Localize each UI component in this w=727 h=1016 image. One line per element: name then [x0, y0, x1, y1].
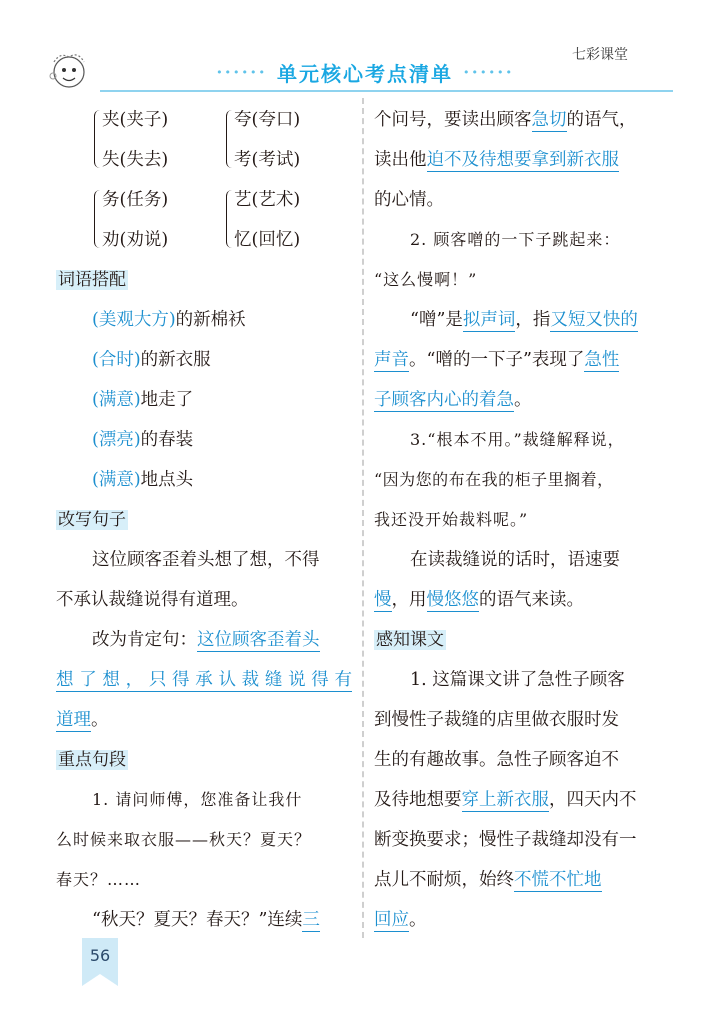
- answer-underline: 拟声词: [462, 310, 516, 330]
- section-heading: [56, 740, 352, 780]
- text-line: 生的有趣故事。急性子顾客迫不: [374, 750, 619, 770]
- column-divider: [362, 98, 364, 938]
- text-span: ，指: [515, 310, 551, 330]
- text-span: 点儿不耐烦，始终: [374, 870, 514, 890]
- text-line: 断变换要求；慢性子裁缝却没有一: [374, 830, 637, 850]
- section-heading-text: 词语搭配: [58, 270, 126, 290]
- text-line: [56, 900, 352, 940]
- title-dots-right: ••••••: [463, 65, 514, 79]
- text-line: [374, 380, 674, 420]
- text-line: [374, 340, 674, 380]
- quote-line: “这么慢啊！”: [374, 270, 478, 289]
- char-item: 夹(夹子): [102, 110, 169, 130]
- text-line: [374, 780, 674, 820]
- char-item: 艺(艺术): [234, 190, 301, 210]
- phrase-item: (满意)地点头: [92, 470, 194, 490]
- phrase-rest: 的新衣服: [140, 350, 211, 370]
- left-column: [56, 100, 352, 940]
- page-header: [0, 0, 727, 100]
- quote-line: 么时候来取衣服——秋天？夏天？: [56, 830, 312, 849]
- page-title: 单元核心考点清单: [277, 61, 453, 86]
- answer-underline: 回应: [374, 910, 409, 930]
- phrase-answer: 满意: [98, 470, 134, 490]
- phrase-item: (合时)的新衣服: [92, 350, 211, 370]
- text-span: 改为肯定句：: [92, 630, 197, 650]
- text-span: 及待地想要: [374, 790, 462, 810]
- text-line: [374, 580, 674, 620]
- answer-underline: 声音: [374, 350, 409, 370]
- section-heading-text: 重点句段: [58, 750, 126, 770]
- text-span: ，用: [391, 590, 427, 610]
- answer-underline: 急性: [584, 350, 620, 370]
- section-heading: [56, 500, 352, 540]
- text-span: 的语气来读。: [479, 590, 584, 610]
- text-line: 的心情。: [374, 190, 444, 210]
- text-line: 在读裁缝说的话时，语速要: [410, 550, 620, 570]
- cartoon-logo-icon: [46, 48, 92, 92]
- text-line: 这位顾客歪着头想了想，不得: [92, 550, 320, 570]
- text-span: 的语气，: [566, 110, 637, 130]
- char-item: 考(考试): [234, 150, 301, 170]
- phrase-answer: 漂亮: [98, 430, 134, 450]
- text-line: 到慢性子裁缝的店里做衣服时发: [374, 710, 619, 730]
- text-line: [374, 100, 674, 140]
- answer-underline: 又短又快的: [550, 310, 638, 330]
- text-span: “噌”是: [410, 310, 463, 330]
- char-group-2: [96, 180, 352, 260]
- phrase-item: (漂亮)的春装: [92, 430, 194, 450]
- text-span: “秋天？夏天？春天？”连续: [92, 910, 303, 930]
- phrase-rest: 的春装: [140, 430, 194, 450]
- right-column: [374, 100, 674, 940]
- phrase-item: (满意)地走了: [92, 390, 194, 410]
- text-line: [56, 660, 352, 700]
- quote-line: 1. 请问师傅，您准备让我什: [92, 790, 303, 809]
- phrase-answer: 美观大方: [98, 310, 169, 330]
- quote-line: “因为您的布在我的柜子里搁着，: [374, 470, 614, 489]
- phrase-rest: 地点头: [140, 470, 194, 490]
- text-line: [374, 860, 674, 900]
- answer-underline: 三: [302, 910, 320, 930]
- title-bar: [200, 58, 530, 86]
- brace-mark: [94, 110, 101, 168]
- text-line: [56, 700, 352, 740]
- char-item: 夸(夸口): [234, 110, 301, 130]
- brand-label: 七彩课堂: [572, 47, 628, 63]
- answer-underline: 这位顾客歪着头: [197, 630, 320, 650]
- answer-underline: 慢: [374, 590, 392, 610]
- char-item: 劝(劝说): [102, 230, 169, 250]
- section-heading-text: 改写句子: [58, 510, 126, 530]
- text-span: 。: [91, 710, 109, 730]
- phrase-answer: 合时: [98, 350, 134, 370]
- quote-line: 我还没开始裁料呢。”: [374, 510, 529, 529]
- answer-underline: 道理: [56, 710, 91, 730]
- text-span: 个问号，要读出顾客: [374, 110, 532, 130]
- text-line: [374, 140, 674, 180]
- text-line: [56, 620, 352, 660]
- section-heading: [374, 620, 674, 660]
- title-dots-left: ••••••: [216, 65, 267, 79]
- text-span: 。“噌的一下子”表现了: [409, 350, 585, 370]
- page-number: 56: [89, 946, 111, 965]
- text-span: 读出他: [374, 150, 427, 170]
- section-heading: [56, 260, 352, 300]
- text-span: 。: [409, 910, 427, 930]
- char-group-1: [96, 100, 352, 180]
- text-line: 不承认裁缝说得有道理。: [56, 590, 249, 610]
- answer-underline: 急切: [531, 110, 567, 130]
- phrase-item: (美观大方)的新棉袄: [92, 310, 246, 330]
- quote-line: 春天？……: [56, 870, 142, 889]
- char-item: 忆(回忆): [234, 230, 301, 250]
- brace-mark: [226, 190, 233, 248]
- quote-line: 3.“根本不用。”裁缝解释说，: [410, 430, 625, 449]
- char-item: 务(任务): [102, 190, 169, 210]
- page-number-tab: [82, 938, 118, 986]
- section-heading-text: 感知课文: [376, 630, 444, 650]
- brace-mark: [226, 110, 233, 168]
- answer-underline: 慢悠悠: [426, 590, 479, 610]
- text-span: ，四天内不: [549, 790, 637, 810]
- text-span: 。: [514, 390, 532, 410]
- phrase-answer: 满意: [98, 390, 134, 410]
- phrase-rest: 的新棉袄: [175, 310, 246, 330]
- answer-underline: 子顾客内心的着急: [374, 390, 514, 410]
- answer-underline: 穿上新衣服: [461, 790, 549, 810]
- char-item: 失(失去): [102, 150, 169, 170]
- answer-underline: 想了想，只得承认裁缝说得有: [56, 670, 352, 690]
- answer-underline: 迫不及待想要拿到新衣服: [426, 150, 619, 170]
- text-line: [374, 900, 674, 940]
- quote-line: 2. 顾客噌的一下子跳起来：: [410, 230, 621, 249]
- brace-mark: [94, 190, 101, 248]
- phrase-rest: 地走了: [140, 390, 194, 410]
- text-line: 1. 这篇课文讲了急性子顾客: [410, 670, 625, 690]
- header-rule: [100, 90, 673, 92]
- text-line: [374, 300, 674, 340]
- answer-underline: 不慌不忙地: [514, 870, 602, 890]
